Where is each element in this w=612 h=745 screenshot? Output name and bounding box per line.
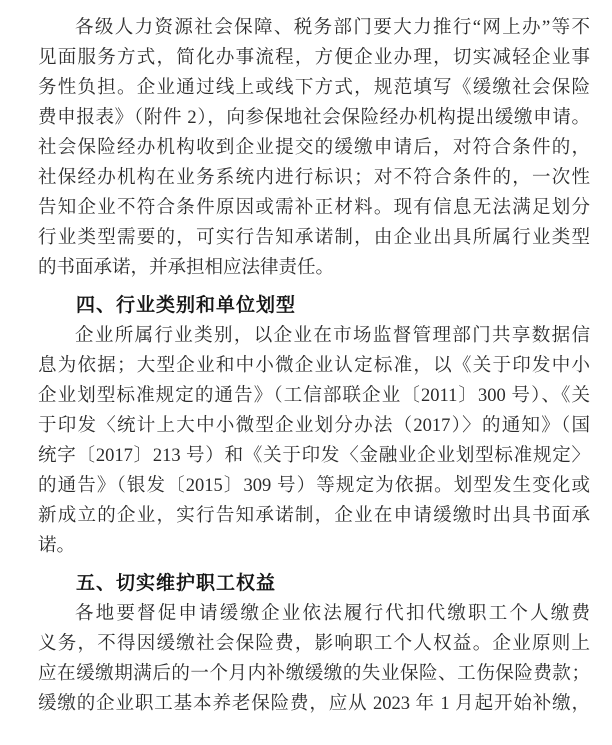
text-line: 新成立的企业，实行告知承诺制，企业在申请缓缴时出具书面承 <box>38 506 590 526</box>
paragraph <box>38 13 590 283</box>
text-line: 行业类型需要的，可实行告知承诺制，由企业出具所属行业类型 <box>38 228 590 248</box>
text-line: 告知企业不符合条件原因或需补正材料。现有信息无法满足划分 <box>38 198 590 218</box>
text-line: 诺。 <box>38 536 76 556</box>
text-line: 见面服务方式，简化办事流程，方便企业办理，切实减轻企业事 <box>38 48 590 68</box>
text-line: 缓缴的企业职工基本养老保险费，应从 2023 年 1 月起开始补缴， <box>38 694 590 714</box>
text-line: 的书面承诺，并承担相应法律责任。 <box>38 258 335 278</box>
section-heading: 五、切实维护职工权益 <box>76 573 277 594</box>
text-line: 息为依据；大型企业和中小微企业认定标准，以《关于印发中小 <box>38 356 590 376</box>
text-line: 务性负担。企业通过线上或线下方式，规范填写《缓缴社会保险 <box>38 78 590 98</box>
text-line: 的通告》（银发〔2015〕309 号）等规定为依据。划型发生变化或 <box>38 476 590 496</box>
text-line: 义务，不得因缓缴社会保险费，影响职工个人权益。企业原则上 <box>38 634 590 654</box>
text-line: 各地要督促申请缓缴企业依法履行代扣代缴职工个人缴费 <box>75 604 590 624</box>
text-line: 各级人力资源社会保障、税务部门要大力推行“网上办”等不 <box>75 18 590 38</box>
section-heading: 四、行业类别和单位划型 <box>76 295 297 316</box>
text-line: 社会保险经办机构收到企业提交的缓缴申请后，对符合条件的， <box>38 138 590 158</box>
text-line: 企业所属行业类别，以企业在市场监督管理部门共享数据信 <box>75 326 590 346</box>
paragraph <box>38 321 590 561</box>
document-body <box>38 13 590 719</box>
text-line: 费申报表》（附件 2），向参保地社会保险经办机构提出缓缴申请。 <box>38 108 590 128</box>
text-line: 统字〔2017〕213 号）和《关于印发〈金融业企业划型标准规定〉 <box>38 446 590 466</box>
text-line: 企业划型标准规定的通告》（工信部联企业〔2011〕300 号）、《关 <box>38 386 590 406</box>
paragraph <box>38 599 590 719</box>
text-line: 于印发〈统计上大中小微型企业划分办法（2017）〉的通知》（国 <box>38 416 590 436</box>
text-line: 应在缓缴期满后的一个月内补缴缓缴的失业保险、工伤保险费款； <box>38 664 590 684</box>
text-line: 社保经办机构在业务系统内进行标识；对不符合条件的，一次性 <box>38 168 590 188</box>
